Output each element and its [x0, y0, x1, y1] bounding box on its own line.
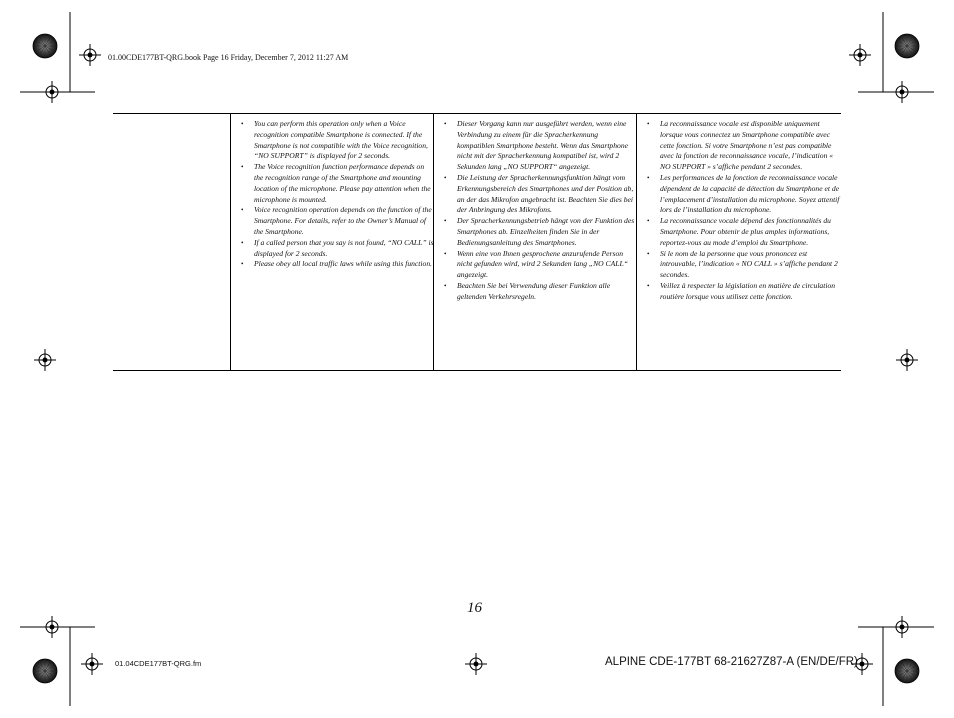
page-number: 16 — [467, 600, 482, 616]
file-info-header: 01.00CDE177BT-QRG.book Page 16 Friday, December 7, 2012 11:27 AM — [108, 53, 349, 62]
note-item: • Please obey all local traffic laws while using this function. — [240, 259, 434, 270]
german-notes — [443, 119, 637, 303]
footer-product-code: ALPINE CDE-177BT 68-21627Z87-A (EN/DE/FR) — [605, 656, 858, 668]
note-item: • Si le nom de la personne que vous prononcez est introuvable, l’indication « NO CALL » s’affiche pendant 2 secondes. — [646, 249, 842, 281]
table-bottom-rule — [113, 370, 841, 371]
english-notes — [240, 119, 434, 270]
note-item: • The Voice recognition function performance depends on the recognition range of the Smartphone and mounting location of the microphone. Please pay attention when the microphone is mounted. — [240, 162, 434, 205]
note-item: • Beachten Sie bei Verwendung dieser Funktion alle geltenden Verkehrsregeln. — [443, 281, 637, 303]
note-item: • You can perform this operation only when a Voice recognition compatible Smartphone is connected. If the Smartphone is not compatible with the Voice recognition, “NO SUPPORT” is displayed for 2 seconds. — [240, 119, 434, 162]
note-item: • La reconnaissance vocale est disponible uniquement lorsque vous connectez un Smartphone compatible avec cette fonction. Si votre Smartphone n’est pas compatible avec la fonction de reconnaissance vocale, l’indication « NO SUPPORT » s’affiche pendant 2 secondes. — [646, 119, 842, 173]
note-item: • Wenn eine von Ihnen gesprochene anzurufende Person nicht gefunden wird, wird 2 Sekunden lang „NO CALL“ angezeigt. — [443, 249, 637, 281]
table-top-rule — [113, 113, 841, 114]
note-item: • Die Leistung der Spracherkennungsfunktion hängt vom Erkennungsbereich des Smartphones und der Position ab, an der das Mikrofon angebracht ist. Beachten Sie dies bei der Anbringung des Mikrofons. — [443, 173, 637, 216]
note-item: • If a called person that you say is not found, “NO CALL” is displayed for 2 seconds. — [240, 238, 434, 260]
note-item: • La reconnaissance vocale dépend des fonctionnalités du Smartphone. Pour obtenir de plus amples informations, reportez-vous au mode d’emploi du Smartphone. — [646, 216, 842, 248]
column-divider-1 — [230, 113, 231, 371]
note-item: • Dieser Vorgang kann nur ausgeführt werden, wenn eine Verbindung zu einem für die Spracherkennung kompatiblen Smartphone besteht. Wenn das Smartphone nicht mit der Spracherkennung kompatibel ist, wird 2 Sekunden lang „NO SUPPORT“ angezeigt. — [443, 119, 637, 173]
note-item: • Veillez à respecter la législation en matière de circulation routière lorsque vous utilisez cette fonction. — [646, 281, 842, 303]
note-item: • Der Spracherkennungsbetrieb hängt von der Funktion des Smartphones ab. Einzelheiten finden Sie in der Bedienungsanleitung des Smartphones. — [443, 216, 637, 248]
footer-filename: 01.04CDE177BT-QRG.fm — [115, 659, 202, 668]
note-item: • Les performances de la fonction de reconnaissance vocale dépendent de la capacité de détection du Smartphone et de l’emplacement d’installation du microphone. Soyez attentif lors de l’installation du microphone. — [646, 173, 842, 216]
note-item: • Voice recognition operation depends on the function of the Smartphone. For details, refer to the Owner’s Manual of the Smartphone. — [240, 205, 434, 237]
french-notes — [646, 119, 842, 303]
